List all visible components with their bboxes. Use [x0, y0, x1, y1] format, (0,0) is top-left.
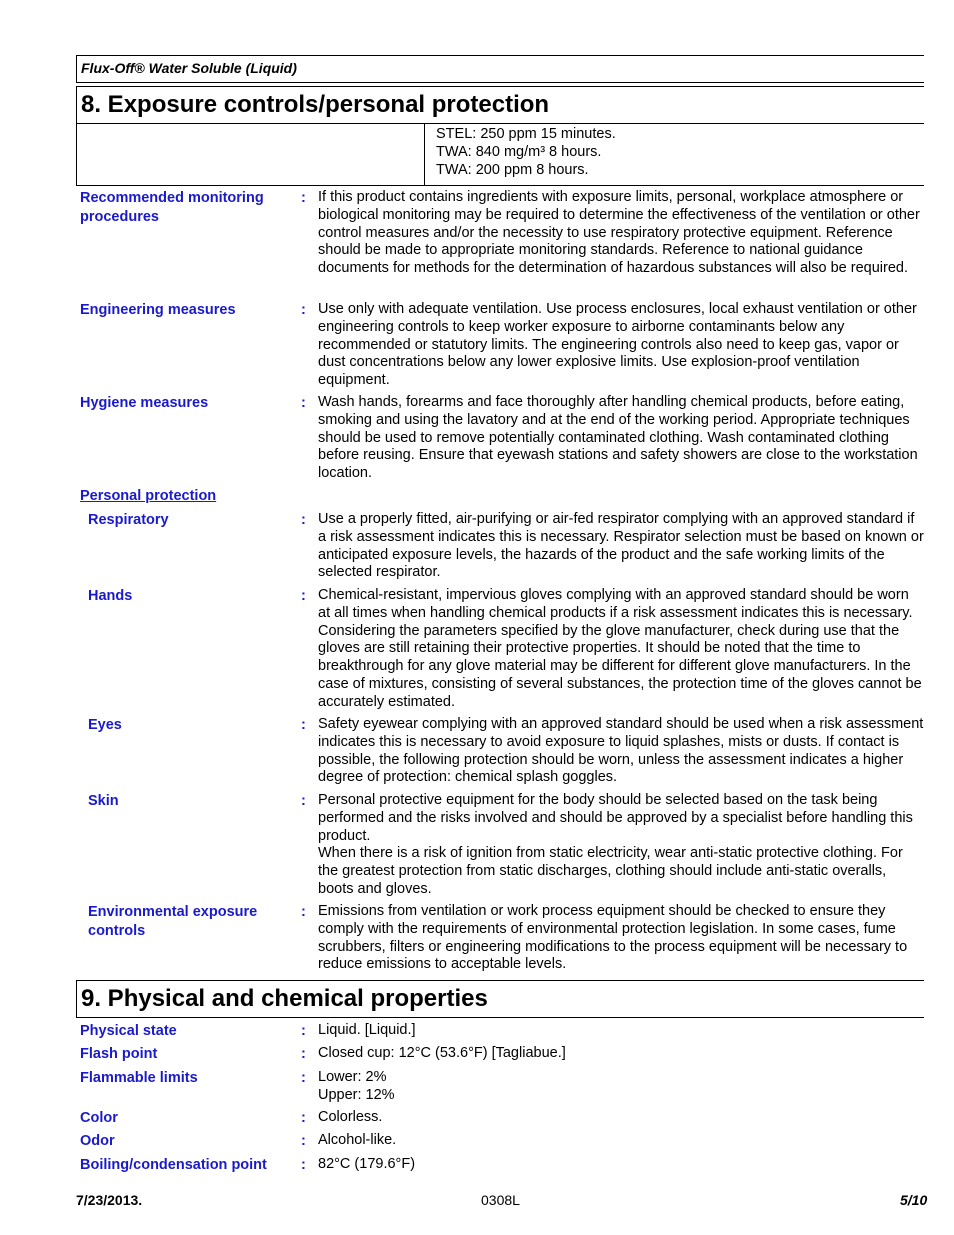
monitoring-text: If this product contains ingredients with exposure limits, personal, workplace atmosphere or biological monitoring may be required to determine the effectiveness of the ventilation or other control measures and/or the necessity to use respiratory protective equipment. Reference should be made to appropriate monitoring standards. Reference to national guidance documents for methods for the determination of hazardous substances will also be required.: [318, 189, 920, 277]
colon: :: [301, 1157, 306, 1173]
hygiene-label: Hygiene measures: [80, 395, 209, 411]
limit-line: TWA: 200 ppm 8 hours.: [436, 162, 589, 178]
colon: :: [301, 395, 306, 411]
colon: :: [301, 793, 306, 809]
exposure-limits-table: [76, 124, 924, 186]
colon: :: [301, 904, 306, 920]
color-label: Color: [80, 1110, 118, 1126]
respiratory-text: Use a properly fitted, air-purifying or air-fed respirator complying with an approved standard if a risk assessment indicates this is necessary. Respirator selection must be based on known or anticipated exposure levels, the hazards of the product and the safe working limits of the selected respirator.: [318, 511, 924, 581]
section-8-title: 8. Exposure controls/personal protection: [76, 86, 924, 124]
odor-value: Alcohol-like.: [318, 1132, 397, 1148]
section-9-title: 9. Physical and chemical properties: [76, 980, 924, 1018]
physical-state-value: Liquid. [Liquid.]: [318, 1022, 416, 1038]
flash-point-value: Closed cup: 12°C (53.6°F) [Tagliabue.]: [318, 1045, 566, 1061]
environmental-label: Environmental exposure controls: [88, 904, 258, 939]
colon: :: [301, 1110, 306, 1126]
skin-text: [318, 792, 924, 899]
hygiene-text: Wash hands, forearms and face thoroughly after handling chemical products, before eating, smoking and using the lavatory and at the end of the working period. Appropriate techniques should be used to remove potentially contaminated clothing. Wash contaminated clothing before reusing. Ensure that eyewash stations and safety showers are close to the workstation location.: [318, 394, 918, 482]
skin-label: Skin: [88, 793, 119, 809]
hands-text: Chemical-resistant, impervious gloves complying with an approved standard should be worn at all times when handling chemical products if a risk assessment indicates this is necessary. Considering the parameters specified by the glove manufacturer, check during use that the gloves are still retaining their protective properties. It should be noted that the time to breakthrough for any glove material may be different for different glove manufacturers. In the case of mixtures, consisting of several substances, the protection time of the gloves cannot be accurately estimated.: [318, 587, 922, 710]
boiling-point-label: Boiling/condensation point: [80, 1157, 267, 1173]
colon: :: [301, 1046, 306, 1062]
footer-date: 7/23/2013.: [76, 1192, 143, 1208]
colon: :: [301, 588, 306, 604]
colon: :: [301, 302, 306, 318]
monitoring-label: Recommended monitoring procedures: [80, 190, 264, 225]
flash-point-label: Flash point: [80, 1046, 158, 1062]
table-divider: [424, 124, 425, 185]
colon: :: [301, 1023, 306, 1039]
flammable-limits-value: [318, 1069, 924, 1105]
limit-line: STEL: 250 ppm 15 minutes.: [436, 126, 616, 142]
colon: :: [301, 190, 306, 206]
environmental-text: Emissions from ventilation or work process equipment should be checked to ensure they comply with the requirements of environmental protection legislation. In some cases, fume scrubbers, filters or engineering modifications to the process equipment will be necessary to reduce emissions to acceptable levels.: [318, 903, 908, 973]
exposure-limit-values: [436, 125, 616, 179]
respiratory-label: Respiratory: [88, 512, 169, 528]
skin-text-paragraph: When there is a risk of ignition from static electricity, wear anti-static protective clothing. For the greatest protection from static discharges, clothing should include anti-static overalls, boots and gloves.: [318, 845, 903, 897]
hands-label: Hands: [88, 588, 133, 604]
color-value: Colorless.: [318, 1109, 383, 1125]
physical-state-label: Physical state: [80, 1023, 177, 1039]
engineering-text: Use only with adequate ventilation. Use process enclosures, local exhaust ventilation or other engineering controls to keep worker exposure to airborne contaminants below any recommended or statutory limits. The engineering controls also need to keep gas, vapor or dust concentrations below any lower explosive limits. Use explosion-proof ventilation equipment.: [318, 301, 917, 389]
flammable-limits-label: Flammable limits: [80, 1070, 198, 1086]
document-header: Flux-Off® Water Soluble (Liquid): [76, 55, 924, 83]
limit-line: TWA: 840 mg/m³ 8 hours.: [436, 144, 602, 160]
boiling-point-value: 82°C (179.6°F): [318, 1156, 416, 1172]
footer-page-number: 5/10: [900, 1192, 928, 1208]
colon: :: [301, 1133, 306, 1149]
eyes-text: Safety eyewear complying with an approved standard should be used when a risk assessment indicates this is necessary to avoid exposure to liquid splashes, mists or dusts. If contact is possible, the following protection should be worn, unless the assessment indicates a higher degree of protection: chemical splash goggles.: [318, 716, 924, 786]
colon: :: [301, 512, 306, 528]
skin-text-paragraph: Personal protective equipment for the body should be selected based on the task being performed and the risks involved and should be approved by a specialist before handling this product.: [318, 792, 913, 844]
flammable-lower: Lower: 2%: [318, 1069, 387, 1085]
flammable-upper: Upper: 12%: [318, 1086, 395, 1103]
colon: :: [301, 717, 306, 733]
footer-product-code: 0308L: [481, 1192, 520, 1208]
eyes-label: Eyes: [88, 717, 122, 733]
engineering-label: Engineering measures: [80, 302, 236, 318]
personal-protection-heading: Personal protection: [80, 488, 217, 504]
colon: :: [301, 1070, 306, 1086]
odor-label: Odor: [80, 1133, 115, 1149]
